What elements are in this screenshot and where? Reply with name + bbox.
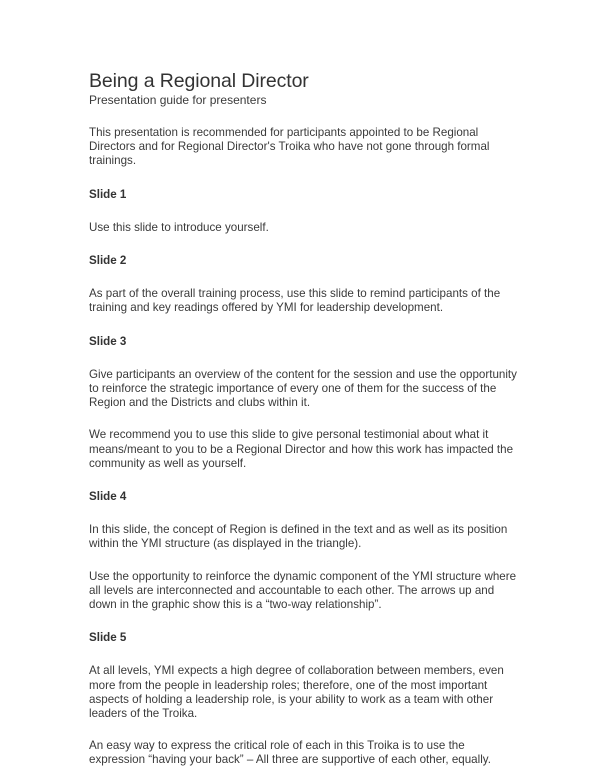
slide-1-heading: Slide 1: [89, 187, 127, 201]
intro-paragraph: This presentation is recommended for participants appointed to be Regional Directors and for Regional Director's Troika who have not gone through formal trainings.: [89, 126, 490, 168]
document-subtitle: Presentation guide for presenters: [89, 93, 267, 107]
slide-3-paragraph-2: We recommend you to use this slide to give personal testimonial about what it means/meant to you to be a Regional Director and how this work has impacted the community as well as yourself.: [89, 428, 514, 470]
slide-4-heading: Slide 4: [89, 490, 127, 504]
slide-5-paragraph-2: An easy way to express the critical role of each in this Troika is to use the expression “having your back” – All three are supportive of each other, equally.: [89, 739, 491, 767]
slide-4-paragraph-1: In this slide, the concept of Region is defined in the text and as well as its position within the YMI structure (as displayed in the triangle).: [89, 523, 508, 551]
slide-2-heading: Slide 2: [89, 254, 127, 268]
document-page: [89, 70, 519, 768]
slide-3-paragraph-1: Give participants an overview of the content for the session and use the opportunity to reinforce the strategic importance of every one of them for the success of the Region and the Districts and clubs within it.: [89, 367, 517, 410]
slide-4-paragraph-2: Use the opportunity to reinforce the dynamic component of the YMI structure where all levels are interconnected and accountable to each other. The arrows up and down in the graphic show this is a “two-way relationship”.: [89, 569, 517, 612]
document-title: Being a Regional Director: [89, 70, 309, 92]
slide-2-paragraph-1: As part of the overall training process, use this slide to remind participants of the training and key readings offered by YMI for leadership development.: [89, 287, 501, 315]
slide-1-paragraph-1: Use this slide to introduce yourself.: [89, 220, 269, 234]
slide-3-heading: Slide 3: [89, 334, 127, 348]
slide-5-heading: Slide 5: [89, 631, 127, 645]
slide-5-paragraph-1: At all levels, YMI expects a high degree of collaboration between members, even more from the people in leadership roles; therefore, one of the most important aspects of holding a leadership role, is your ability to work as a team with other leaders of the Troika.: [89, 664, 504, 721]
